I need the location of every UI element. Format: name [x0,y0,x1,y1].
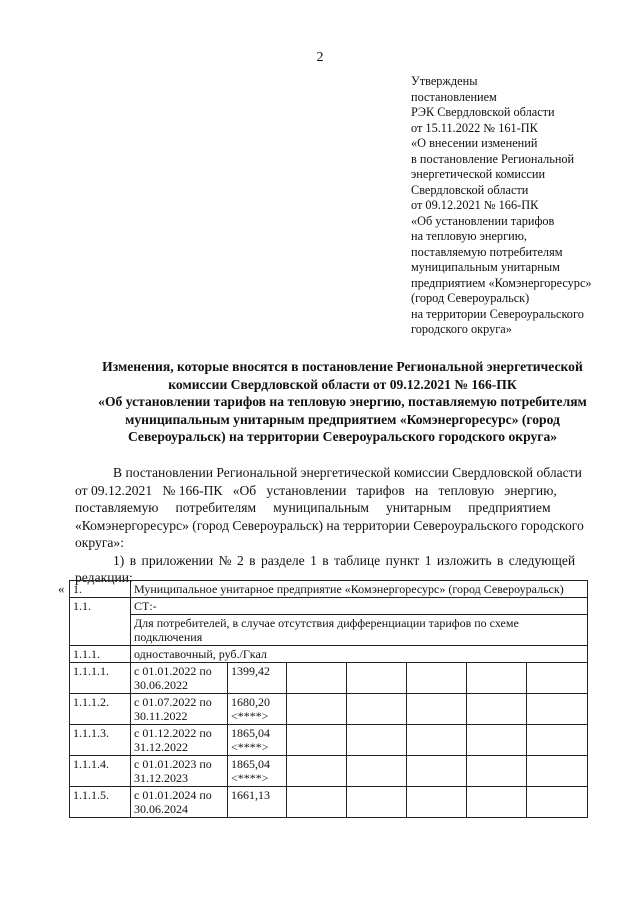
empty-cell [467,756,527,787]
empty-cell [467,663,527,694]
empty-cell [407,787,467,818]
rate-value: 1399,42 [231,664,270,678]
body-line: 1) в приложении № 2 в разделе 1 в таблице пункт 1 изложить в следующей [113,552,576,568]
empty-cell [407,725,467,756]
rate-period: с 01.01.2024 по 30.06.2024 [131,787,228,818]
title-line: муниципальным унитарным предприятием «Комэнергоресурс» (город [125,411,560,427]
approval-line: на территории Североуральского [411,306,584,321]
table-row [70,663,588,694]
rate-note: <****> [231,771,269,785]
empty-cell [527,663,588,694]
row-number: 1.1.1.3. [70,725,131,756]
row-number: 1.1. [70,598,131,646]
body-line: «Комэнергоресурс» (город Североуральск) на территории Североуральского городского [75,517,584,533]
empty-cell [347,787,407,818]
empty-cell [527,725,588,756]
empty-cell [347,694,407,725]
table-row [70,725,588,756]
body-line: поставляемую потребителям муниципальным унитарным предприятием [75,500,551,515]
tariff-table [69,580,588,818]
row-number: 1.1.1.2. [70,694,131,725]
empty-cell [527,787,588,818]
empty-cell [347,663,407,694]
body-line: от 09.12.2021 № 166-ПК «Об установлении тарифов на тепловую энергию, [75,482,557,498]
empty-cell [467,725,527,756]
rate-value-cell [228,663,287,694]
title-line: комиссии Свердловской области от 09.12.2021 № 166-ПК [168,376,517,392]
rate-value: 1865,04 [231,757,270,771]
rate-value-cell [228,756,287,787]
table-row [70,787,588,818]
document-title [70,358,615,446]
approval-line: (город Североуральск) [411,291,530,305]
approval-line: поставляемую потребителям [411,244,563,259]
approval-line: Утверждены [411,74,478,88]
approval-line: РЭК Свердловской области [411,105,555,119]
empty-cell [287,725,347,756]
document-body [75,464,612,587]
body-line: В постановлении Региональной энергетической комиссии Свердловской области [113,465,582,480]
approval-line: городского округа» [411,322,512,336]
page-number: 2 [316,50,324,65]
approval-line: постановлением [411,89,497,104]
approval-line: «Об установлении тарифов [411,213,555,228]
approval-line: от 15.11.2022 № 161-ПК [411,120,538,135]
empty-cell [287,663,347,694]
approval-line: на тепловую энергию, [411,229,527,243]
title-line: Изменения, которые вносятся в постановление Региональной энергетической [102,359,583,374]
approval-line: в постановление Региональной [411,151,575,166]
approval-line: муниципальным унитарным [411,260,560,274]
row-number: 1. [70,581,131,598]
approval-line: «О внесении изменений [411,136,538,150]
empty-cell [527,756,588,787]
row-number: 1.1.1. [70,646,131,663]
rate-value-cell [228,725,287,756]
title-line: «Об установлении тарифов на тепловую энергию, поставляемую потребителям [98,394,587,409]
rate-note: <****> [231,740,269,754]
table-row [70,581,588,598]
row-number: 1.1.1.5. [70,787,131,818]
rate-note: <****> [231,709,269,723]
opening-quote: « [58,581,65,596]
rate-value: 1865,04 [231,726,270,740]
approval-line: энергетической комиссии [411,167,546,181]
rate-value: 1680,20 [231,695,270,709]
empty-cell [347,756,407,787]
table-row [70,756,588,787]
approval-line: предприятием «Комэнергоресурс» [411,275,592,290]
empty-cell [407,756,467,787]
table-row [70,615,588,646]
row-text: СТ:- [131,598,588,615]
intro-paragraph [75,464,612,552]
body-line: редакции: [75,570,133,585]
body-line: округа»: [75,535,124,550]
empty-cell [347,725,407,756]
rate-period: с 01.12.2022 по 31.12.2022 [131,725,228,756]
row-text: Муниципальное унитарное предприятие «Комэнергоресурс» (город Североуральск) [131,581,588,598]
empty-cell [467,787,527,818]
approval-line: Свердловской области [411,182,529,197]
approval-line: от 09.12.2021 № 166-ПК [411,198,539,212]
empty-cell [407,694,467,725]
empty-cell [287,787,347,818]
rate-value: 1661,13 [231,788,270,802]
empty-cell [527,694,588,725]
title-line: Североуральск) на территории Североуральского городского округа» [127,429,558,444]
row-number: 1.1.1.1. [70,663,131,694]
row-text: одноставочный, руб./Гкал [131,646,588,663]
table-row [70,646,588,663]
row-text: Для потребителей, в случае отсутствия дифференциации тарифов по схеме подключения [131,615,588,646]
table-row [70,694,588,725]
rate-period: с 01.07.2022 по 30.11.2022 [131,694,228,725]
rate-period: с 01.01.2023 по 31.12.2023 [131,756,228,787]
empty-cell [287,694,347,725]
row-number: 1.1.1.4. [70,756,131,787]
empty-cell [407,663,467,694]
rate-value-cell [228,694,287,725]
empty-cell [287,756,347,787]
rate-period: с 01.01.2022 по 30.06.2022 [131,663,228,694]
rate-value-cell [228,787,287,818]
table-row [70,598,588,615]
empty-cell [467,694,527,725]
approval-stamp [411,74,636,338]
